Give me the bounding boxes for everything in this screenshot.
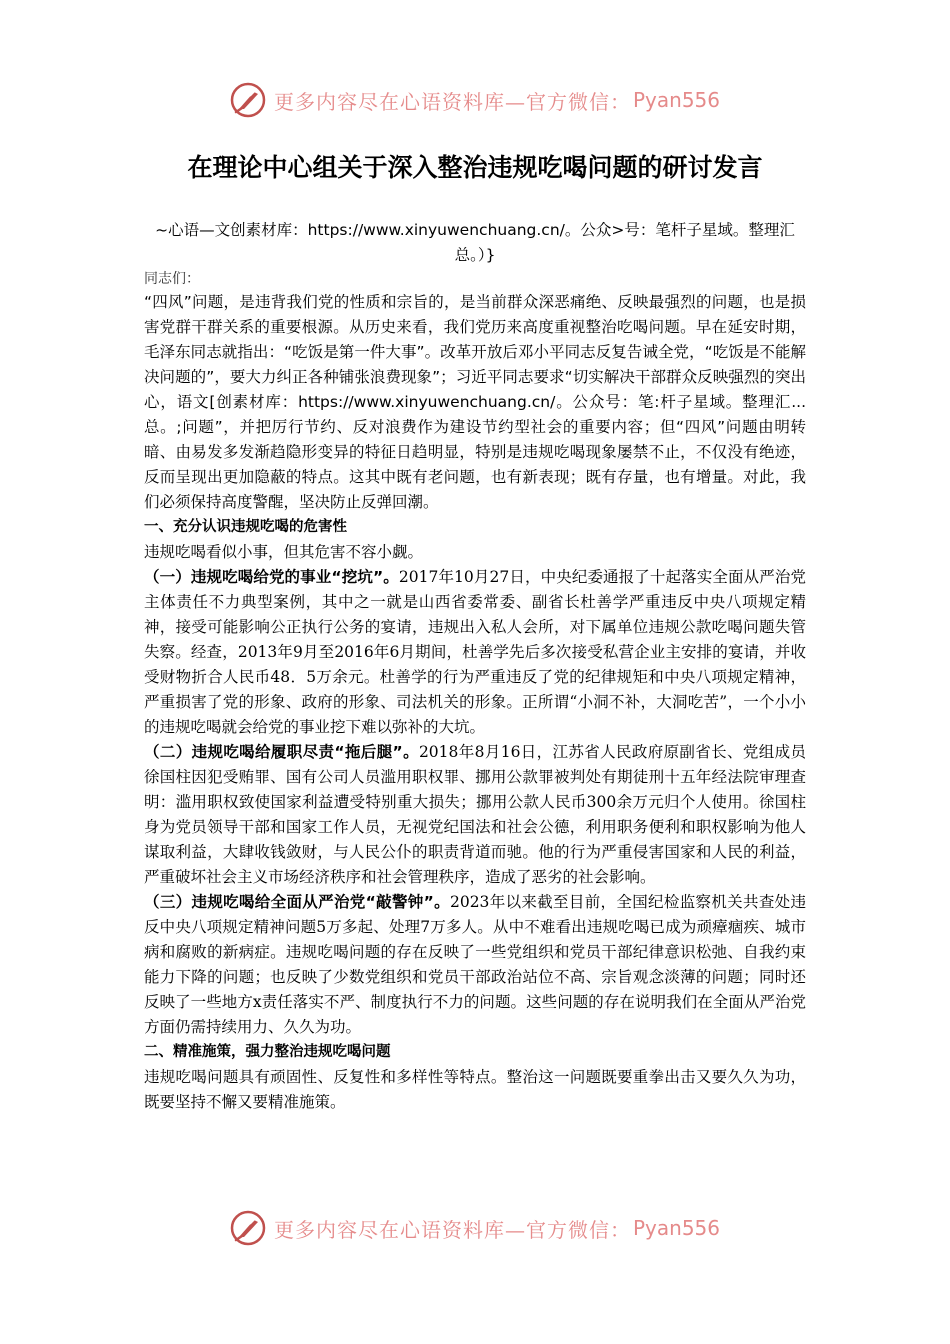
source-note: ~心语—文创素材库：https://www.xinyuwenchuang.cn/。公众>号：笔杆子星域。整理汇总。）} (155, 221, 795, 264)
item-body: 2017年10月27日，中央纪委通报了十起落实全面从严治党主体责任不力典型案例，其中之一就是山西省委常委、副省长杜善学严重违反中央八项规定精神，接受可能影响公正执行公务的宴请，违规出入私人会所，对下属单位违规公款吃喝问题失管失察。经查，2013年9月至2016年6月期间，杜善学先后多次接受私营企业主安排的宴请，并收受财物折合人民币48．5万余元。杜善学的行为严重违反了党的纪律规矩和中央八项规定精神，严重损害了党的形象、政府的形象、司法机关的形象。正所谓“小洞不补，大洞吃苦”，一个小小的违规吃喝就会给党的事业挖下难以弥补的大坑。 (144, 568, 806, 736)
item-body: 2023年以来截至目前，全国纪检监察机关共查处违反中央八项规定精神问题5万多起、处理7万多人。从中不难看出违规吃喝已成为顽瘴痼疾、城市病和腐败的新病症。违规吃喝问题的存在反映了一些党组织和党员干部纪律意识松弛、自我约束能力下降的问题；也反映了少数党组织和党员干部政治站位不高、宗旨观念淡薄的问题；同时还反映了一些地方x责任落实不严、制度执行不力的问题。这些问题的存在说明我们在全面从严治党方面仍需持续用力、久久为功。 (144, 893, 806, 1036)
item-title: （三）违规吃喝给全面从严治党“敲警钟”。 (144, 893, 450, 911)
section-1-item-2 (144, 740, 806, 890)
page-title: 在理论中心组关于深入整治违规吃喝问题的研讨发言 (187, 153, 763, 182)
section-2-heading: 二、精准施策，强力整治违规吃喝问题 (144, 1044, 391, 1060)
banner-wechat-id: Pyan556 (632, 1216, 720, 1240)
header-banner (0, 80, 950, 120)
banner-text: 更多内容尽在心语资料库—官方微信： (273, 1217, 631, 1242)
greeting: 同志们： (144, 271, 200, 287)
item-title: （一）违规吃喝给党的事业“挖坑”。 (144, 568, 399, 586)
footer-banner (0, 1208, 950, 1248)
section-2-lead: 违规吃喝问题具有顽固性、反复性和多样性等特点。整治这一问题既要重拳出击又要久久为功，既要坚持不懈又要精准施策。 (144, 1068, 806, 1111)
quill-pen-icon (230, 1210, 266, 1246)
section-1-item-1 (144, 565, 806, 740)
section-1-heading: 一、充分认识违规吃喝的危害性 (144, 519, 347, 535)
quill-pen-icon (230, 82, 266, 118)
item-title: （二）违规吃喝给履职尽责“拖后腿”。 (144, 743, 419, 761)
section-1-lead: 违规吃喝看似小事，但其危害不容小觑。 (144, 543, 424, 561)
document-body (144, 268, 806, 1115)
section-1-item-3 (144, 890, 806, 1040)
banner-wechat-id: Pyan556 (632, 88, 720, 112)
item-body: 2018年8月16日，江苏省人民政府原副省长、党组成员徐国柱因犯受贿罪、国有公司人员滥用职权罪、挪用公款罪被判处有期徒刑十五年经法院审理查明：滥用职权致使国家利益遭受特别重大损失；挪用公款人民币300余万元归个人使用。徐国柱身为党员领导干部和国家工作人员，无视党纪国法和社会公德，利用职务便利和职权影响为他人谋取利益，大肆收钱敛财，与人民公仆的职责背道而驰。他的行为严重侵害国家和人民的利益，严重破坏社会主义市场经济秩序和社会管理秩序，造成了恶劣的社会影响。 (144, 743, 806, 886)
intro-paragraph: “四风”问题，是违背我们党的性质和宗旨的，是当前群众深恶痛绝、反映最强烈的问题，也是损害党群干群关系的重要根源。从历史来看，我们党历来高度重视整治吃喝问题。早在延安时期，毛泽东同志就指出：“吃饭是第一件大事”。改革开放后邓小平同志反复告诫全党，“吃饭是不能解决问题的”，要大力纠正各种铺张浪费现象”；习近平同志要求“切实解决干部群众反映强烈的突出心，语文[创素材库：https://www.xinyuwenchuang.cn/。公众号：笔:杆子星域。整理汇...总。;问题”，并把厉行节约、反对浪费作为建设节约型社会的重要内容；但“四风”问题由明转暗、由易发多发渐趋隐形变异的特征日趋明显，特别是违规吃喝现象屡禁不止，不仅没有绝迹，反而呈现出更加隐蔽的特点。这其中既有老问题，也有新表现；既有存量，也有增量。对此，我们必须保持高度警醒，坚决防止反弹回潮。 (144, 293, 806, 511)
banner-text: 更多内容尽在心语资料库—官方微信： (273, 89, 631, 114)
